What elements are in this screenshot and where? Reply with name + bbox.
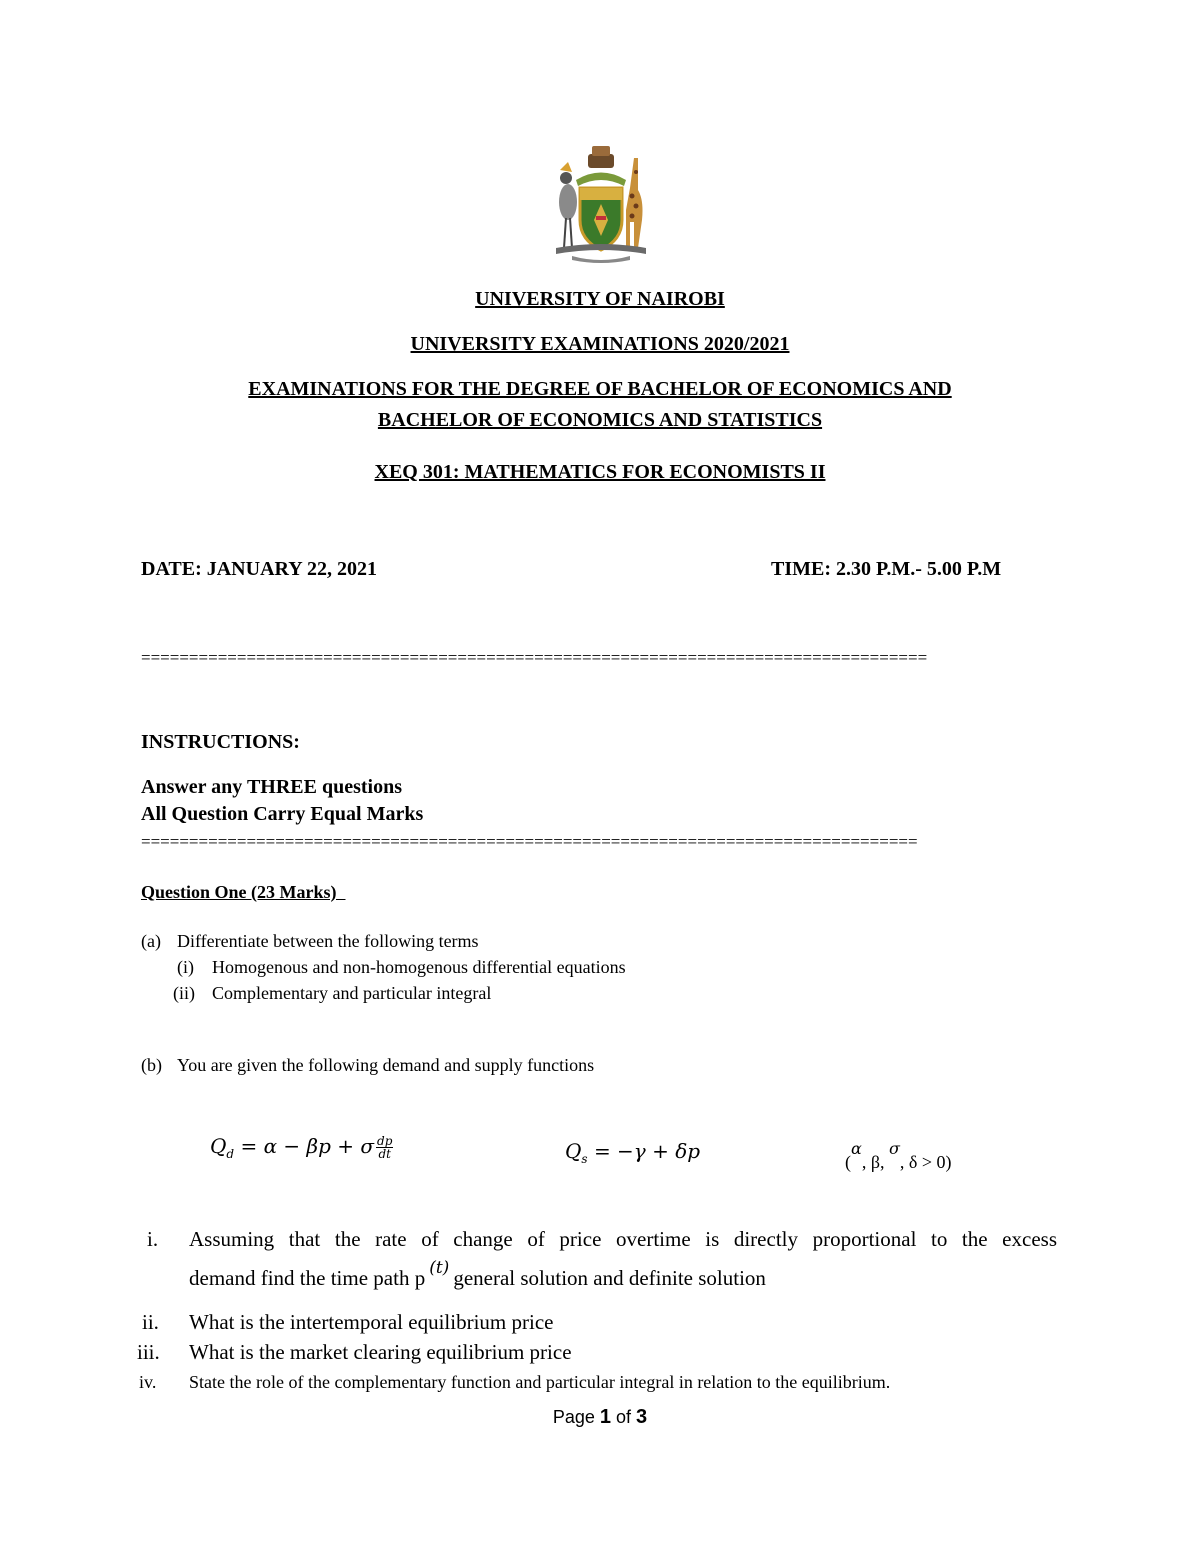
question-heading: Question One (23 Marks) xyxy=(141,882,337,902)
part-a-marker: (a) xyxy=(141,931,161,951)
subquestion-marker: i. xyxy=(147,1227,159,1251)
part-b-marker: (b) xyxy=(141,1055,162,1075)
instructions-heading: INSTRUCTIONS: xyxy=(141,731,300,753)
part-a-text: Differentiate between the following terms xyxy=(177,931,479,951)
subquestion-marker: ii. xyxy=(142,1310,159,1334)
subquestion-marker: iii. xyxy=(137,1340,160,1364)
university-title: UNIVERSITY OF NAIROBI xyxy=(475,288,725,310)
subquestion-text: Assuming that the rate of change of price overtime is directly proportional to the excess xyxy=(189,1227,1057,1251)
separator-line: ================================================================================== xyxy=(141,648,928,667)
subquestion-text: State the role of the complementary function and particular integral in relation to the equilibrium. xyxy=(189,1372,891,1392)
separator-line: ================================================================================= xyxy=(141,832,918,851)
subquestion-text: What is the intertemporal equilibrium price xyxy=(189,1310,554,1334)
part-a-item-marker: (i) xyxy=(177,957,194,977)
page-number: Page 1 of 3 xyxy=(552,1406,648,1428)
part-a-item-text: Complementary and particular integral xyxy=(212,983,492,1003)
subquestion-text: What is the market clearing equilibrium price xyxy=(189,1340,572,1364)
parameter-constraints: (α, β, σ, δ > 0) xyxy=(845,1139,952,1172)
course-title: XEQ 301: MATHEMATICS FOR ECONOMISTS II xyxy=(374,461,826,483)
subquestion-text: demand find the time path p $^{(t)}$ general solution and definite solution xyxy=(189,1258,766,1290)
part-a-item-text: Homogenous and non-homogenous differential equations xyxy=(212,957,626,977)
exam-time: TIME: 2.30 P.M.- 5.00 P.M xyxy=(771,558,1002,580)
demand-equation: $Q_d = \alpha - \beta p + \sigma$ $\frac{dp}{dt}$ xyxy=(210,1134,393,1161)
subquestion-marker: iv. xyxy=(139,1372,157,1392)
degree-title-line2: BACHELOR OF ECONOMICS AND STATISTICS xyxy=(377,409,823,431)
part-a-item-marker: (ii) xyxy=(173,983,195,1003)
university-crest xyxy=(546,140,656,265)
part-b-text: You are given the following demand and supply functions xyxy=(177,1055,595,1075)
exam-date: DATE: JANUARY 22, 2021 xyxy=(141,558,377,580)
exam-session-title: UNIVERSITY EXAMINATIONS 2020/2021 xyxy=(410,333,790,355)
instruction-line-2: All Question Carry Equal Marks xyxy=(141,803,424,825)
supply-equation: $Q_s = -\gamma + \delta p$ xyxy=(565,1139,701,1166)
instruction-line-1: Answer any THREE questions xyxy=(141,776,402,798)
degree-title-line1: EXAMINATIONS FOR THE DEGREE OF BACHELOR OF ECONOMICS AND xyxy=(248,378,952,400)
derivative-fraction: $\frac{dp}{dt}$ xyxy=(377,1134,393,1161)
